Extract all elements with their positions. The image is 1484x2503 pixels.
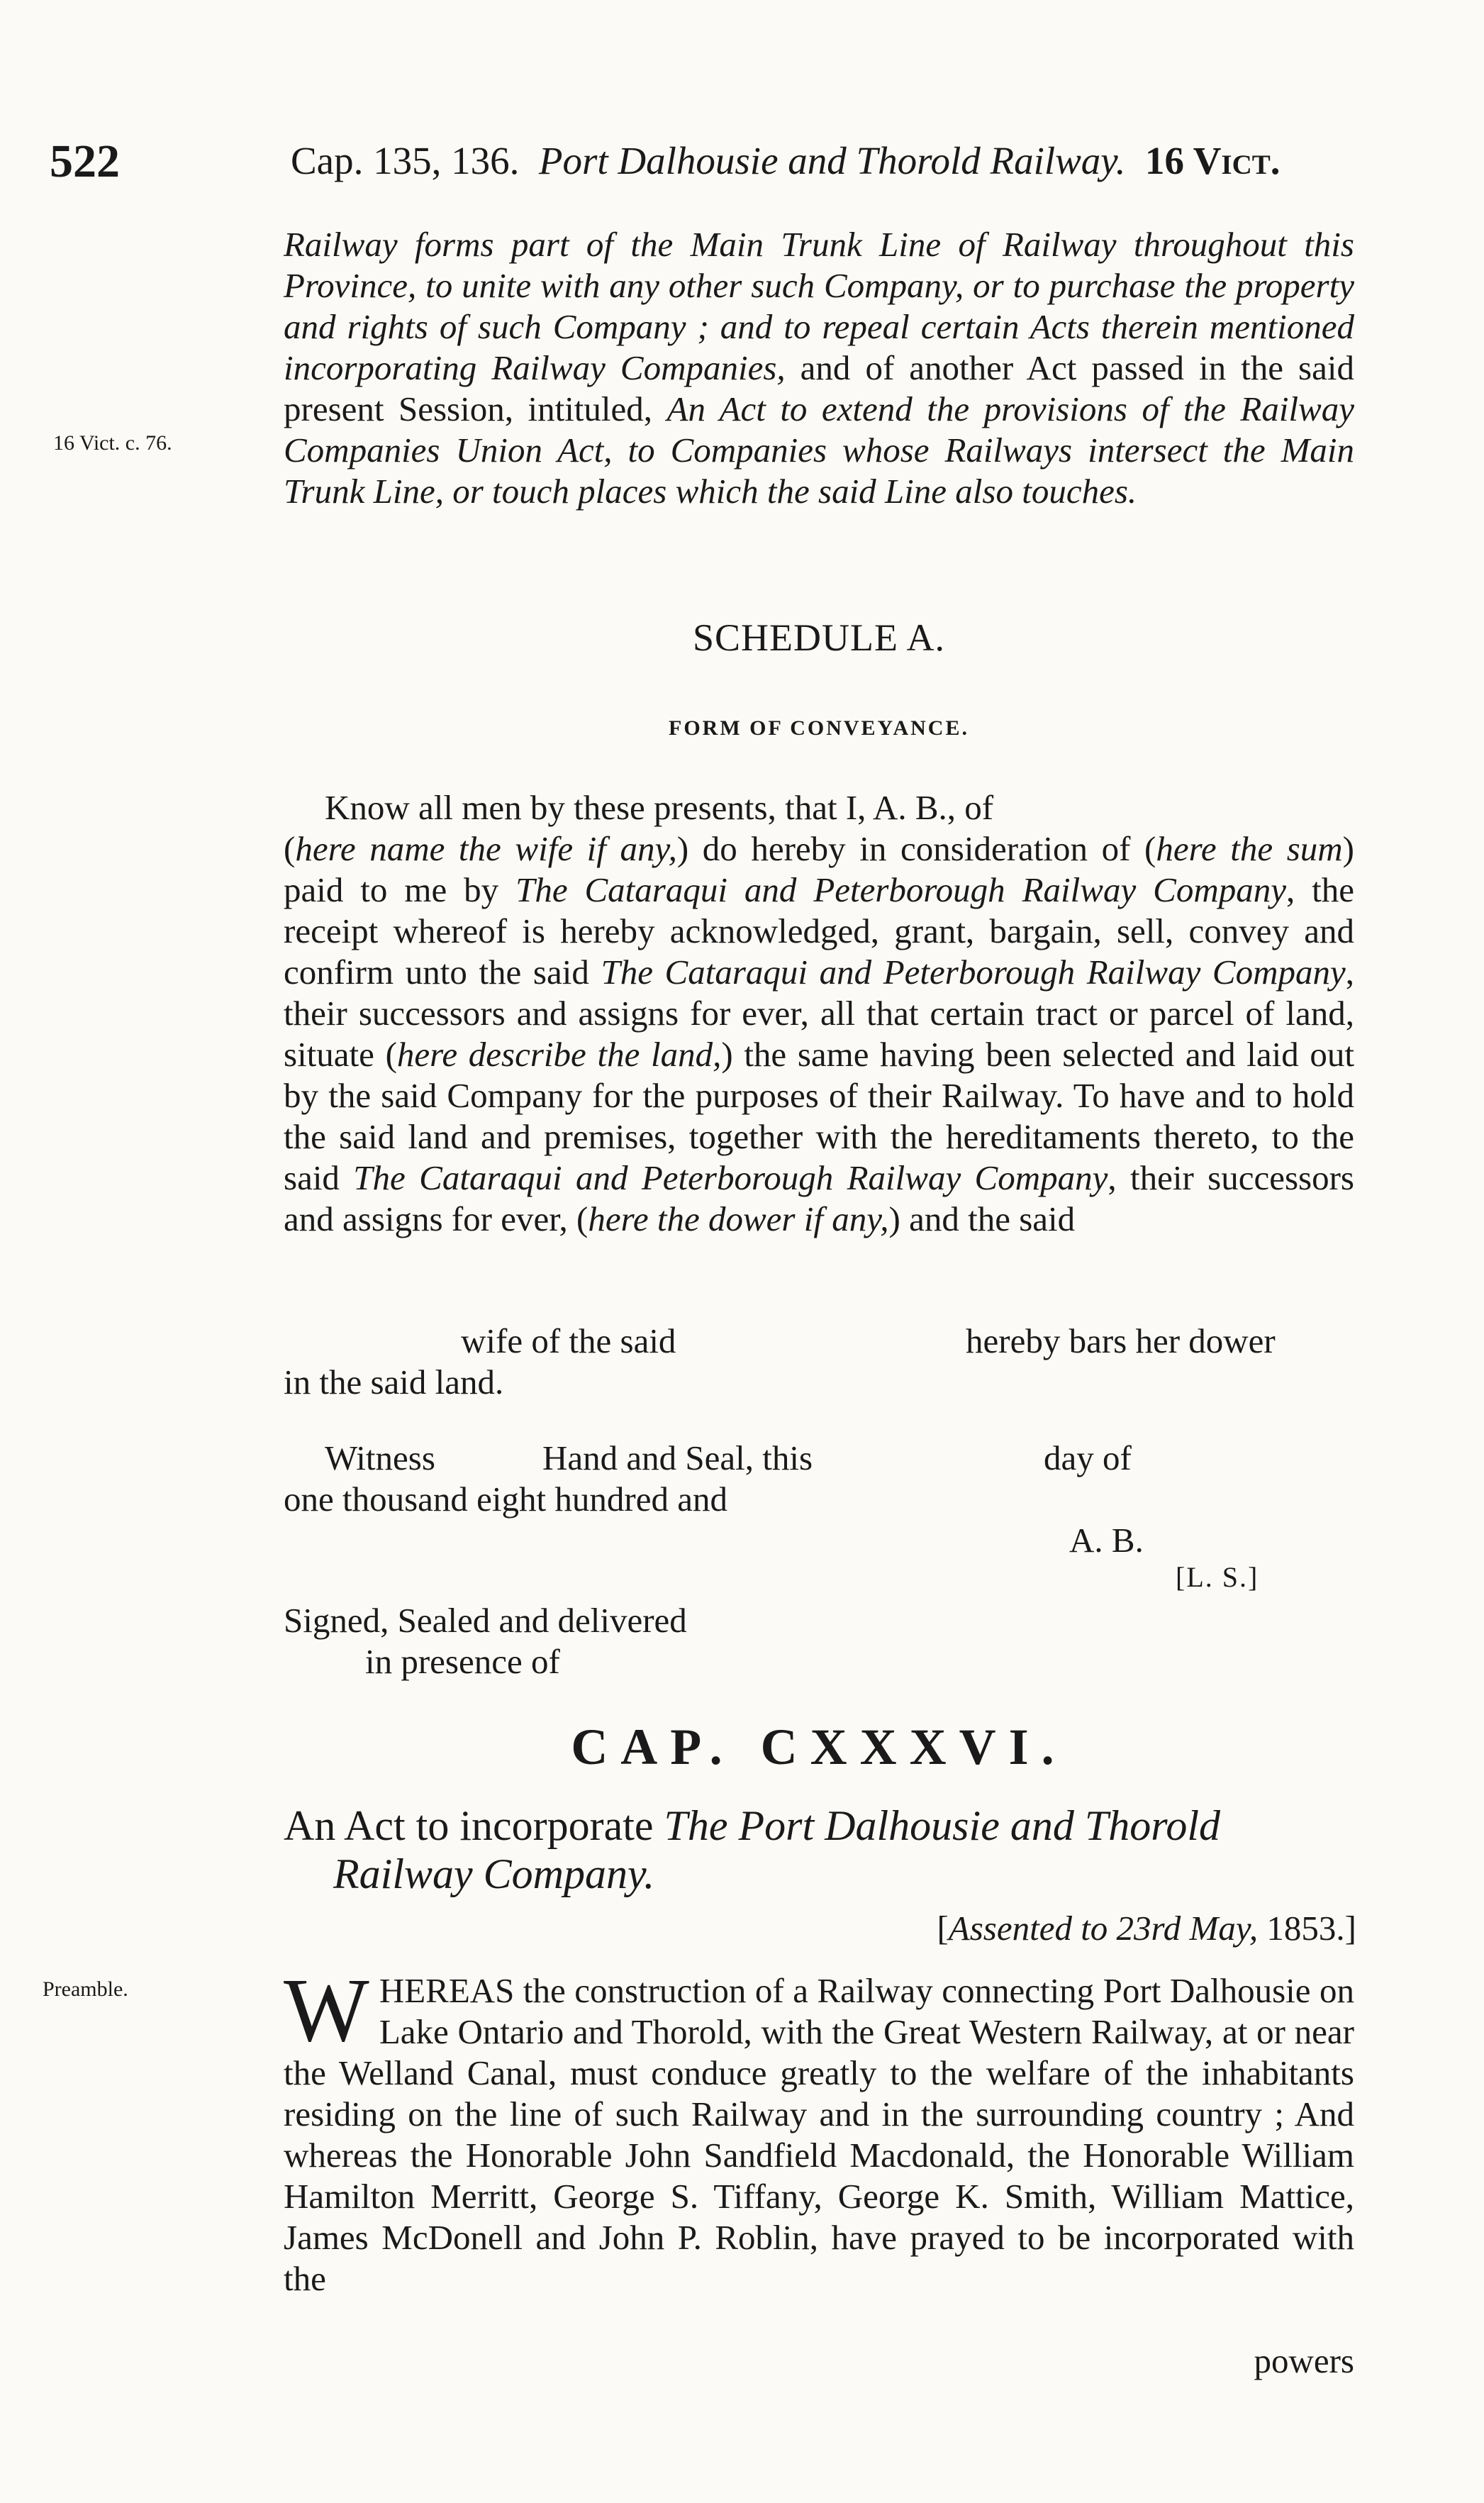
catchword: powers [1254, 2341, 1354, 2380]
drop-cap: W [284, 1960, 369, 2060]
margin-note-preamble: Preamble. [43, 1977, 128, 2001]
signed-line-b: in presence of [365, 1642, 560, 1681]
header-chapter: Cap. 135, 136. [291, 139, 520, 182]
witness-year: one thousand eight hundred and [284, 1480, 727, 1519]
witness-day-of: day of [1044, 1438, 1132, 1477]
wife-line-a: wife of the said [461, 1321, 676, 1360]
header-regnal-year: 16 Vict. [1144, 139, 1281, 182]
witness-word: Witness [325, 1438, 435, 1477]
schedule-heading: SCHEDULE A. [692, 616, 945, 659]
wife-line-b: hereby bars her dower [966, 1321, 1276, 1360]
conveyance-body: Know all men by these presents, that I, A. B., of (here name the wife if any,) do hereby in consideration of (here the sum) paid to me by The Cataraqui and Peterborough Railway Company, the receipt whereof is hereby acknowledged, grant, bargain, sell, convey and confirm unto the said The Cataraqui and Peterborough Railway Company, their successors and assigns for ever, all that certain tract or parcel of land, situate (here describe the land,) the same having been selected and laid out by the said Company for the purposes of their Railway. To have and to hold the said land and premises, together with the hereditaments thereto, to the said The Cataraqui and Peterborough Railway Company, their successors and assigns for ever, (here the dower if any,) and the said [284, 788, 1354, 1238]
act-title-italic: The Port Dalhousie and Thorold [664, 1802, 1220, 1849]
witness-hand-seal: Hand and Seal, this [542, 1438, 813, 1477]
form-heading: FORM OF CONVEYANCE. [669, 716, 969, 740]
wife-line-c: in the said land. [284, 1363, 504, 1402]
preamble-paragraph [284, 1960, 1354, 2299]
seal-mark: [L. S.] [1176, 1561, 1259, 1593]
signed-line-a: Signed, Sealed and delivered [284, 1601, 687, 1640]
continued-paragraph: Railway forms part of the Main Trunk Line of Railway throughout this Province, to unite with any other such Company, or to purchase the property and rights of such Company ; and to repeal certain Acts therein mentioned incorporating Railway Companies, and of another Act passed in the said present Session, intituled, An Act to extend the provisions of the Railway Companies Union Act, to Companies whose Railways intersect the Main Trunk Line, or touch places which the said Line also touches. [284, 225, 1354, 511]
preamble-text: HEREAS the construction of a Railway connecting Port Dalhousie on Lake Ontario and Thorold, with the Great Western Railway, at or near the Welland Canal, must conduce greatly to the welfare of the inhabitants residing on the line of such Railway and in the surrounding country ; And whereas the Honorable John Sandfield Macdonald, the Honorable William Hamilton Merritt, George S. Tiffany, George K. Smith, William Mattice, James McDonell and John P. Roblin, have prayed to be incorporated with the [284, 1971, 1354, 2298]
chapter-heading: CAP. CXXXVI. [571, 1719, 1067, 1775]
act-title [284, 1802, 1354, 1898]
margin-note-citation: 16 Vict. c. 76. [53, 431, 172, 455]
header-act-name: Port Dalhousie and Thorold Railway. [538, 139, 1126, 182]
act-title-plain: An Act to incorporate [284, 1802, 664, 1849]
page-number: 522 [50, 135, 120, 187]
signatory: A. B. [1069, 1521, 1144, 1560]
running-header [291, 138, 1281, 183]
assent-date: [Assented to 23rd May, 1853.] [937, 1909, 1356, 1948]
act-title-line2: Railway Company. [333, 1850, 655, 1897]
